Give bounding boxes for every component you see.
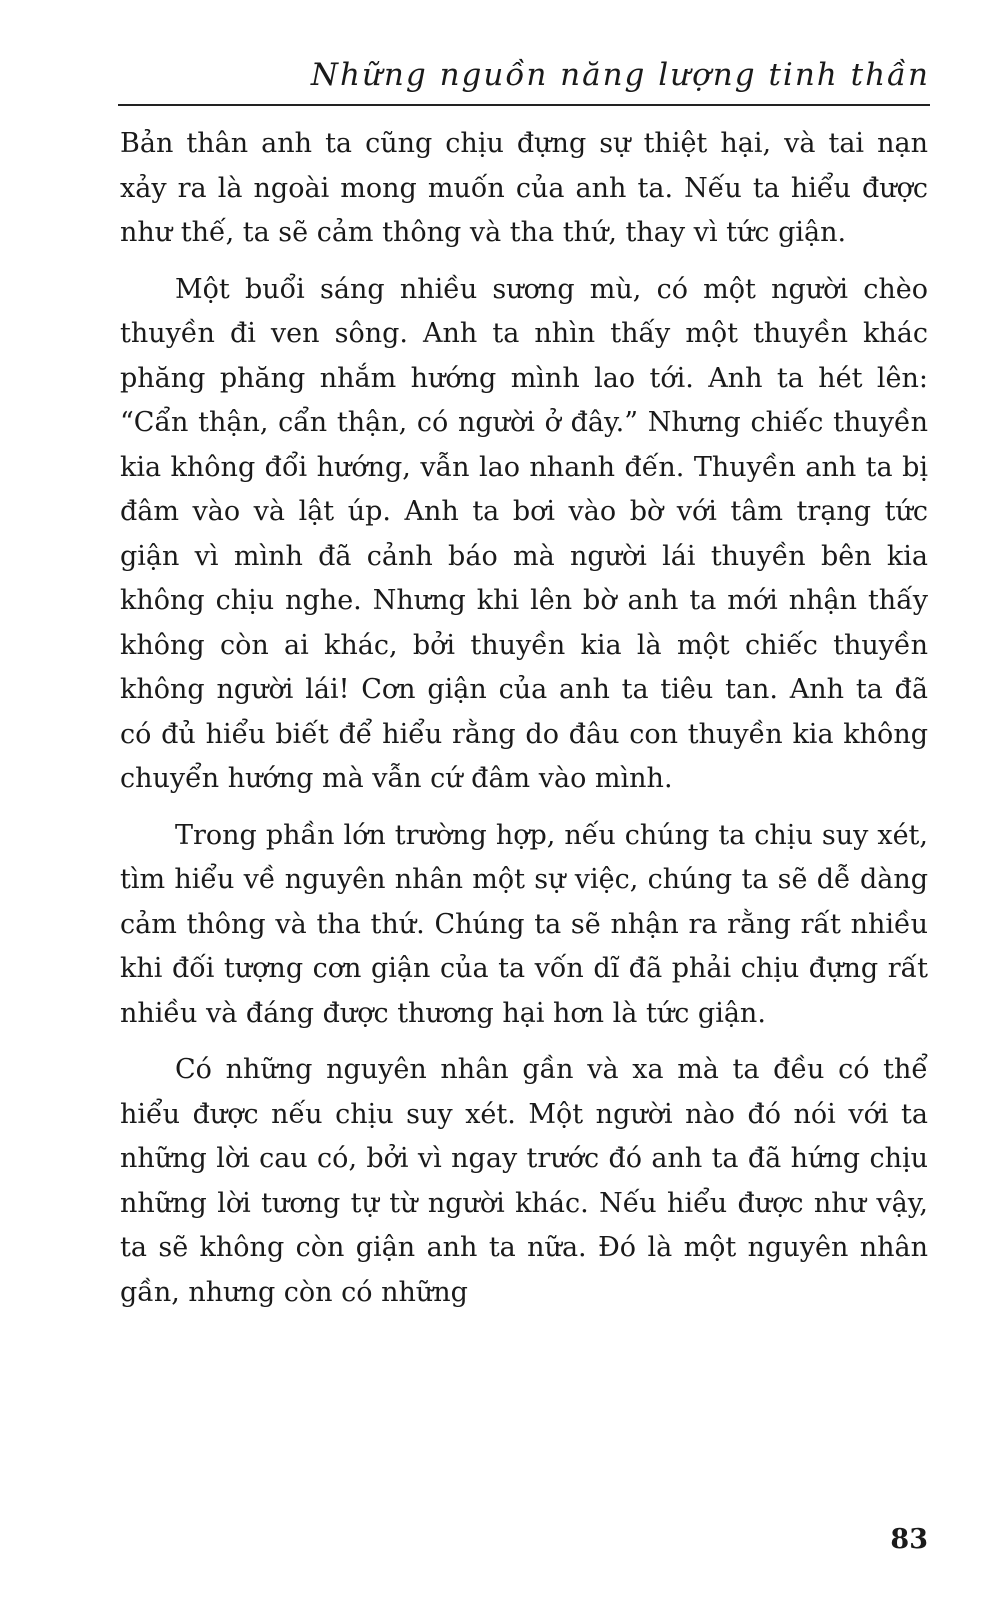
paragraph: Trong phần lớn trường hợp, nếu chúng ta chịu suy xét, tìm hiểu về nguyên nhân một sự việc, chúng ta sẽ dễ dàng cảm thông và tha thứ. Chúng ta sẽ nhận ra rằng rất nhiều khi đối tượng cơn giận của ta vốn dĩ đã phải chịu đựng rất nhiều và đáng được thương hại hơn là tức giận. [120, 819, 928, 1029]
running-header [118, 52, 930, 106]
paragraph: Một buổi sáng nhiều sương mù, có một người chèo thuyền đi ven sông. Anh ta nhìn thấy một thuyền khác phăng phăng nhắm hướng mình lao tới. Anh ta hét lên: “Cẩn thận, cẩn thận, có người ở đây.” Nhưng chiếc thuyền kia không đổi hướng, vẫn lao nhanh đến. Thuyền anh ta bị đâm vào và lật úp. Anh ta bơi vào bờ với tâm trạng tức giận vì mình đã cảnh báo mà người lái thuyền bên kia không chịu nghe. Nhưng khi lên bờ anh ta mới nhận thấy không còn ai khác, bởi thuyền kia là một chiếc thuyền không người lái! Cơn giận của anh ta tiêu tan. Anh ta đã có đủ hiểu biết để hiểu rằng do đâu con thuyền kia không chuyển hướng mà vẫn cứ đâm vào mình. [120, 273, 928, 794]
page-number: 83 [890, 1524, 928, 1555]
paragraph: Có những nguyên nhân gần và xa mà ta đều có thể hiểu được nếu chịu suy xét. Một người nào đó nói với ta những lời cau có, bởi vì ngay trước đó anh ta đã hứng chịu những lời tương tự từ người khác. Nếu hiểu được như vậy, ta sẽ không còn giận anh ta nữa. Đó là một nguyên nhân gần, nhưng còn có những [120, 1054, 928, 1308]
page-body [120, 122, 928, 1327]
paragraph: Bản thân anh ta cũng chịu đựng sự thiệt hại, và tai nạn xảy ra là ngoài mong muốn của anh ta. Nếu ta hiểu được như thế, ta sẽ cảm thông và tha thứ, thay vì tức giận. [120, 128, 928, 248]
running-title: Những nguồn năng lượng tinh thần [310, 57, 930, 93]
